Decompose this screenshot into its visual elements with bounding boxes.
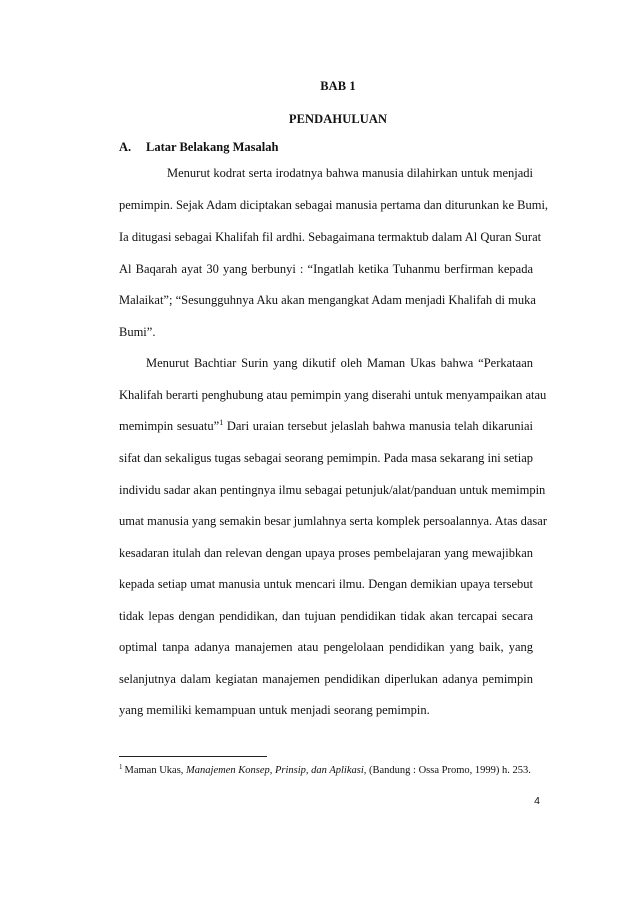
- paragraph-2-line-with-reference: [119, 418, 533, 434]
- paragraph-1-line: Menurut kodrat serta irodatnya bahwa manusia dilahirkan untuk menjadi: [167, 166, 533, 180]
- paragraph-1-line: Al Baqarah ayat 30 yang berbunyi : “Ingatlah ketika Tuhanmu berfirman kepada: [119, 262, 533, 276]
- footnote: [119, 764, 531, 778]
- paragraph-2-line: umat manusia yang semakin besar jumlahnya serta komplek persoalannya. Atas dasar: [119, 514, 547, 528]
- section-letter: A.: [119, 140, 132, 154]
- paragraph-1-line: Bumi”.: [119, 325, 156, 339]
- footnote-book-title: Manajemen Konsep, Prinsip, dan Aplikasi,: [186, 765, 367, 776]
- paragraph-2-line: Khalifah berarti penghubung atau pemimpin yang diserahi untuk menyampaikan atau: [119, 388, 547, 402]
- citation-text: memimpin sesuatu”: [119, 419, 220, 433]
- paragraph-2-line: tidak lepas dengan pendidikan, dan tujuan pendidikan tidak akan tercapai secara: [119, 609, 533, 623]
- footnote-author: Maman Ukas,: [124, 765, 187, 776]
- footnote-publication: (Bandung : Ossa Promo, 1999) h. 253.: [366, 765, 531, 776]
- paragraph-1-line: pemimpin. Sejak Adam diciptakan sebagai manusia pertama dan diturunkan ke Bumi,: [119, 198, 549, 212]
- footnote-separator: [119, 756, 267, 757]
- section-title: Latar Belakang Masalah: [146, 140, 279, 154]
- paragraph-2-line: kesadaran itulah dan relevan dengan upaya proses pembelajaran yang mewajibkan: [119, 546, 533, 560]
- page-number: 4: [534, 795, 540, 807]
- section-heading: [119, 140, 278, 155]
- paragraph-1-line: Ia ditugasi sebagai Khalifah fil ardhi. Sebagaimana termaktub dalam Al Quran Surat: [119, 230, 542, 244]
- paragraph-1-line: Malaikat”; “Sesungguhnya Aku akan mengangkat Adam menjadi Khalifah di muka: [119, 293, 536, 307]
- footnote-reference[interactable]: 1: [219, 418, 224, 427]
- paragraph-2-line: kepada setiap umat manusia untuk mencari ilmu. Dengan demikian upaya tersebut: [119, 577, 533, 591]
- paragraph-2-line: yang memiliki kemampuan untuk menjadi seorang pemimpin.: [119, 703, 430, 717]
- footnote-marker: 1: [119, 763, 123, 771]
- paragraph-2-line: individu sadar akan pentingnya ilmu sebagai petunjuk/alat/panduan untuk memimpin: [119, 483, 546, 497]
- paragraph-2-line: selanjutnya dalam kegiatan manajemen pendidikan diperlukan adanya pemimpin: [119, 672, 533, 686]
- paragraph-2-text: Dari uraian tersebut jelaslah bahwa manusia telah dikaruniai: [223, 419, 533, 433]
- paragraph-2-line: sifat dan sekaligus tugas sebagai seorang pemimpin. Pada masa sekarang ini setiap: [119, 451, 533, 465]
- paragraph-2-line: Menurut Bachtiar Surin yang dikutif oleh Maman Ukas bahwa “Perkataan: [146, 356, 533, 370]
- paragraph-2-line: optimal tanpa adanya manajemen atau pengelolaan pendidikan yang baik, yang: [119, 640, 533, 654]
- chapter-number: BAB 1: [320, 79, 356, 93]
- chapter-title: PENDAHULUAN: [288, 112, 388, 126]
